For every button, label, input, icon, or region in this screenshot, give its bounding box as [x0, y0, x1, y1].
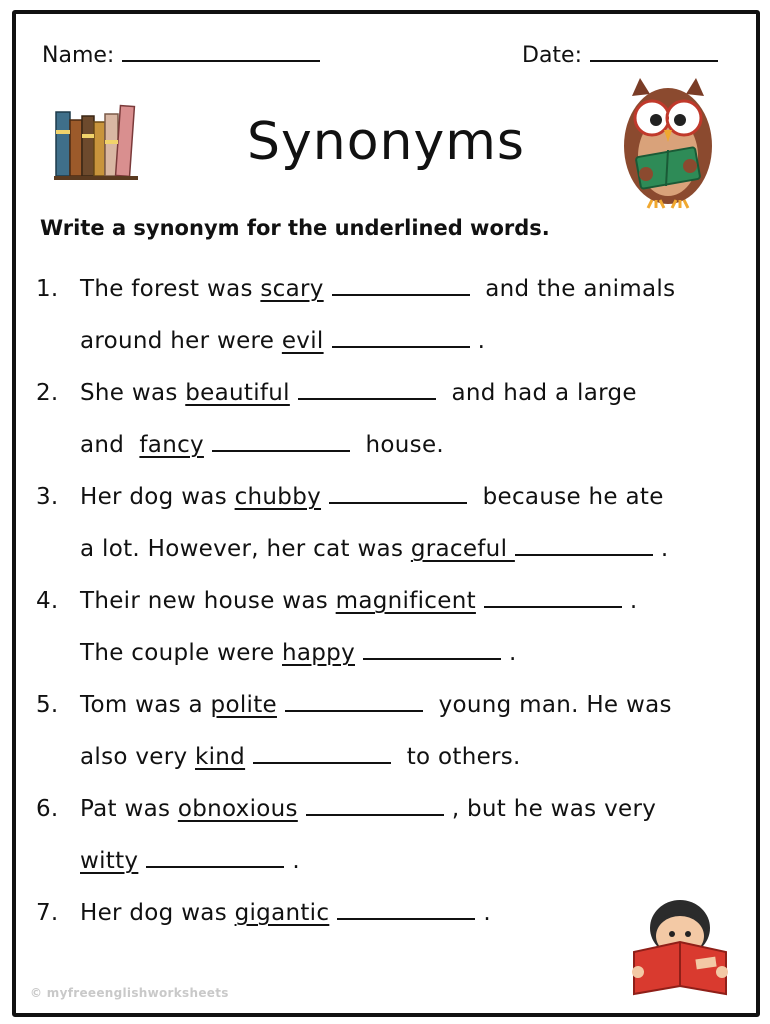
- answer-blank[interactable]: [484, 588, 622, 608]
- underlined-word: magnificent: [335, 588, 476, 614]
- name-field: [42, 38, 320, 68]
- question-text: a lot. However, her cat was: [80, 536, 411, 562]
- question-4: [36, 588, 638, 614]
- underlined-word: obnoxious: [177, 796, 298, 822]
- question-number: 3.: [36, 484, 59, 510]
- question-1: [36, 276, 675, 302]
- underlined-word: evil: [281, 328, 324, 354]
- question-text: , but he was very: [451, 796, 657, 822]
- question-text: Her dog was: [80, 484, 235, 510]
- instructions: Write a synonym for the underlined words.: [40, 216, 550, 240]
- name-label: Name:: [42, 43, 115, 68]
- watermark: © myfreeenglishworksheets: [30, 986, 229, 1000]
- question-text: .: [483, 900, 491, 926]
- underlined-word: gigantic: [234, 900, 330, 926]
- question-5: [36, 692, 672, 718]
- question-5-line-2: [36, 744, 521, 770]
- question-6: [36, 796, 656, 822]
- question-text: Tom was a: [80, 692, 211, 718]
- answer-blank[interactable]: [212, 432, 350, 452]
- date-label: Date:: [522, 43, 582, 68]
- question-text: .: [509, 640, 517, 666]
- question-text: .: [292, 848, 300, 874]
- answer-blank[interactable]: [306, 796, 444, 816]
- answer-blank[interactable]: [332, 328, 470, 348]
- answer-blank[interactable]: [298, 380, 436, 400]
- question-number: 6.: [36, 796, 59, 822]
- question-3-line-2: [36, 536, 669, 562]
- underlined-word: happy: [282, 640, 355, 666]
- question-text: She was: [80, 380, 186, 406]
- question-text: Their new house was: [80, 588, 336, 614]
- question-text: young man. He was: [430, 692, 672, 718]
- underlined-word: fancy: [139, 432, 204, 458]
- question-text: The forest was: [80, 276, 261, 302]
- answer-blank[interactable]: [515, 536, 653, 556]
- question-6-line-2: [36, 848, 300, 874]
- question-text: [36, 848, 80, 874]
- underlined-word: chubby: [234, 484, 322, 510]
- question-text: .: [477, 328, 486, 354]
- question-text: also very: [80, 744, 195, 770]
- answer-blank[interactable]: [363, 640, 501, 660]
- underlined-word: graceful: [410, 536, 515, 562]
- answer-blank[interactable]: [329, 484, 467, 504]
- question-text: to others.: [399, 744, 521, 770]
- question-7: [36, 900, 491, 926]
- question-number: 1.: [36, 276, 59, 302]
- question-text: The couple were: [80, 640, 283, 666]
- question-number: 7.: [36, 900, 59, 926]
- question-2-line-2: [36, 432, 444, 458]
- underlined-word: kind: [195, 744, 246, 770]
- question-text: and the animals: [477, 276, 676, 302]
- question-2: [36, 380, 637, 406]
- question-text: Pat was: [80, 796, 178, 822]
- answer-blank[interactable]: [332, 276, 470, 296]
- answer-blank[interactable]: [253, 744, 391, 764]
- question-text: and had a large: [443, 380, 637, 406]
- page-title: Synonyms: [246, 112, 526, 172]
- question-3: [36, 484, 664, 510]
- answer-blank[interactable]: [285, 692, 423, 712]
- question-text: .: [660, 536, 669, 562]
- underlined-word: witty: [80, 848, 139, 874]
- date-field: [522, 38, 718, 68]
- owl-reading-icon: [616, 72, 720, 212]
- question-text: around her were: [80, 328, 282, 354]
- answer-blank[interactable]: [337, 900, 475, 920]
- question-1-line-2: [36, 328, 485, 354]
- underlined-word: scary: [260, 276, 324, 302]
- question-number: 2.: [36, 380, 59, 406]
- question-text: Her dog was: [80, 900, 235, 926]
- question-text: because he ate: [475, 484, 664, 510]
- question-number: 5.: [36, 692, 59, 718]
- question-4-line-2: [36, 640, 517, 666]
- underlined-word: beautiful: [185, 380, 290, 406]
- question-text: .: [629, 588, 638, 614]
- answer-blank[interactable]: [146, 848, 284, 868]
- question-text: and: [80, 432, 140, 458]
- question-number: 4.: [36, 588, 59, 614]
- underlined-word: polite: [210, 692, 277, 718]
- name-blank[interactable]: [122, 38, 320, 62]
- question-text: house.: [357, 432, 445, 458]
- child-reading-icon: [628, 894, 732, 998]
- worksheet: [12, 10, 760, 1017]
- date-blank[interactable]: [590, 38, 718, 62]
